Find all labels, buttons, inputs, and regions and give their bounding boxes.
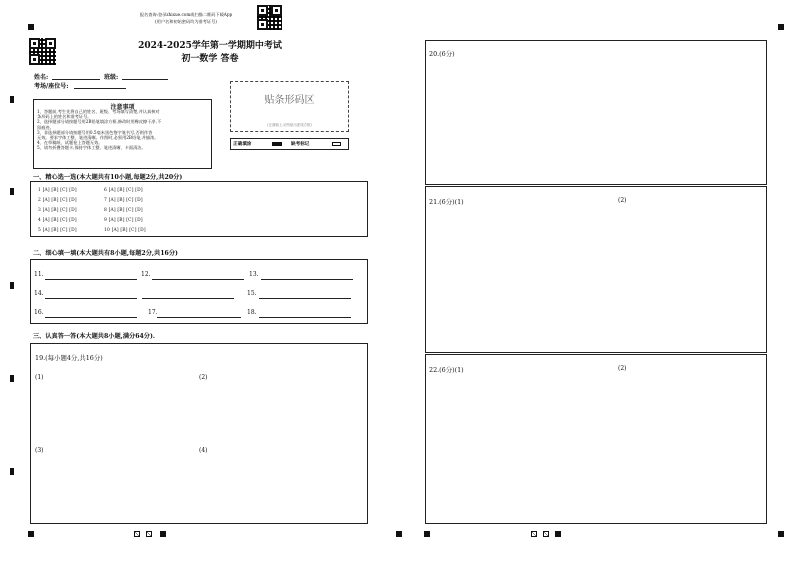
fill-blank-box: [30, 259, 368, 324]
q19-title: 19.(每小题4分,共16分): [35, 354, 103, 362]
notice-line: 3、非选择题部分请按题号用0.5毫米黑色签字笔书写,否则作答: [37, 129, 153, 135]
correct-fill-label: 正确填涂: [233, 142, 252, 147]
corner-mark: [778, 24, 784, 30]
q22-part-2: (2): [618, 365, 627, 372]
exam-subtitle: 初一数学 答卷: [181, 54, 239, 64]
room-seat-field[interactable]: [74, 88, 126, 89]
notice-line: 1、答题前,考生先将自己的姓名、班级、考场填写清楚,并认真核对: [37, 109, 160, 114]
section-2-heading: 二、细心填一填(本大题共有8小题,每题2分,共16分): [33, 250, 178, 257]
notice-lines: [37, 109, 209, 151]
corner-mark: [396, 531, 402, 537]
q14-answer-line-2[interactable]: [142, 298, 234, 299]
timing-mark: [10, 468, 14, 475]
notice-line: 2、选择题部分请按题号用2B铅笔填涂方框,修改时用橡皮擦干净,不: [37, 119, 162, 125]
q20-title: 20.(6分): [429, 50, 455, 58]
q21-title: 21.(6分)(1): [429, 198, 464, 206]
choice-row[interactable]: 7 [A] [B] [C] [D]: [104, 198, 143, 203]
q19-part-4: (4): [199, 447, 208, 454]
choice-box: [30, 181, 368, 237]
q13-label: 13.: [249, 271, 259, 278]
q15-answer-line[interactable]: [259, 298, 351, 299]
choice-row[interactable]: 10 [A] [B] [C] [D]: [104, 228, 146, 233]
q12-answer-line[interactable]: [152, 279, 244, 280]
q17-label: 17.: [148, 309, 158, 316]
corner-mark: [28, 531, 34, 537]
barcode-hint: (正面朝上,切勿贴出虚线方框): [267, 123, 312, 127]
section-1-heading: 一、精心选一选(本大题共有10小题,每题2分,共20分): [33, 174, 183, 181]
choice-row[interactable]: 5 [A] [B] [C] [D]: [38, 228, 77, 233]
notice-line: 留痕迹。: [37, 124, 54, 130]
page-code-square: [531, 531, 537, 537]
notice-line: 条形码上的姓名和准考证号。: [37, 114, 92, 120]
q14-label: 14.: [34, 290, 44, 297]
q19-part-3: (3): [35, 447, 44, 454]
choice-row[interactable]: 4 [A] [B] [C] [D]: [38, 218, 77, 223]
q18-answer-line[interactable]: [259, 317, 351, 318]
name-field[interactable]: [52, 79, 100, 80]
q14-answer-line[interactable]: [45, 298, 137, 299]
q18-label: 18.: [247, 309, 257, 316]
barcode-area: [230, 81, 349, 132]
name-label: 姓名:: [34, 74, 49, 81]
absent-mark-label: 缺考标记: [291, 142, 310, 147]
q22-title: 22.(6分)(1): [429, 366, 464, 374]
q16-label: 16.: [34, 309, 44, 316]
notice-line: 5、请勿折叠答题卡,保持字体工整、笔迹清晰、卡面清洁。: [37, 145, 146, 151]
notice-line: 4、在草稿纸、试题卷上答题无效。: [37, 140, 103, 146]
barcode-label: 贴条形码区: [264, 95, 315, 106]
fill-legend-box: [230, 138, 349, 150]
choice-row[interactable]: 9 [A] [B] [C] [D]: [104, 218, 143, 223]
q19-part-2: (2): [199, 374, 208, 381]
page-code-square: [134, 531, 140, 537]
corner-mark: [424, 531, 430, 537]
q21-part-2: (2): [618, 197, 627, 204]
q19-answer-box[interactable]: [30, 343, 368, 524]
class-label: 班级:: [104, 74, 119, 81]
q21-answer-box[interactable]: [425, 186, 767, 353]
q11-label: 11.: [34, 271, 44, 278]
page-code-square: [543, 531, 549, 537]
timing-mark: [10, 188, 14, 195]
room-seat-label: 考场/座位号:: [34, 83, 69, 90]
notice-box: [33, 99, 212, 169]
corner-mark: [555, 531, 561, 537]
section-3-heading: 三、认真答一答(本大题共8小题,满分64分).: [33, 333, 156, 340]
exam-title: 2024-2025学年第一学期期中考试: [138, 41, 282, 51]
q15-label: 15.: [247, 290, 257, 297]
choice-row[interactable]: 2 [A] [B] [C] [D]: [38, 198, 77, 203]
timing-mark: [10, 96, 14, 103]
q17-answer-line[interactable]: [157, 317, 241, 318]
report-line-1: 报名查询:登录zhixue.com或扫描二维码下载App: [139, 12, 233, 17]
q11-answer-line[interactable]: [45, 279, 137, 280]
page-code-square: [146, 531, 152, 537]
q20-answer-box[interactable]: [425, 40, 767, 185]
q13-answer-line[interactable]: [261, 279, 353, 280]
notice-title: 注意事项: [110, 104, 135, 111]
choice-row[interactable]: 6 [A] [B] [C] [D]: [104, 188, 143, 193]
choice-row[interactable]: 8 [A] [B] [C] [D]: [104, 208, 143, 213]
q12-label: 12.: [141, 271, 151, 278]
absent-checkbox[interactable]: [332, 142, 341, 146]
corner-mark: [160, 531, 166, 537]
filled-block-icon: [272, 142, 282, 146]
q16-answer-line[interactable]: [45, 317, 137, 318]
class-field[interactable]: [122, 79, 168, 80]
q22-answer-box[interactable]: [425, 354, 767, 524]
exam-qr-code-icon: [29, 38, 56, 65]
app-qr-code-icon: [257, 5, 282, 30]
timing-mark: [10, 282, 14, 289]
notice-line: 无效。要求字体工整、笔迹清晰。作图时,必须用2B铅笔,并描浓。: [37, 135, 159, 141]
corner-mark: [778, 531, 784, 537]
corner-mark: [28, 24, 34, 30]
report-line-2: (用户名和初始密码均为准考证号): [155, 19, 217, 24]
choice-row[interactable]: 3 [A] [B] [C] [D]: [38, 208, 77, 213]
timing-mark: [10, 375, 14, 382]
q19-part-1: (1): [35, 374, 44, 381]
choice-row[interactable]: 1 [A] [B] [C] [D]: [38, 188, 77, 193]
